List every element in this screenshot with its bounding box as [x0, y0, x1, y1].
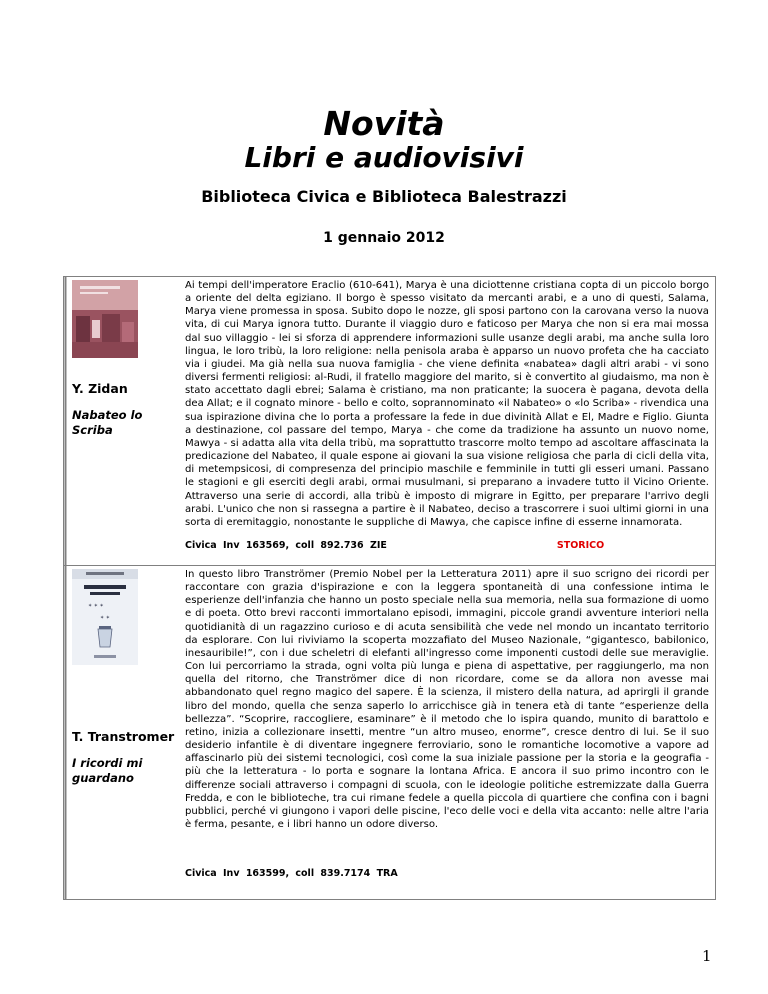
book-details	[177, 566, 716, 900]
book-author: T. Transtromer	[72, 729, 175, 744]
book-entry	[64, 566, 716, 900]
book-title: Nabateo lo Scriba	[72, 408, 143, 437]
book-entry	[64, 277, 716, 566]
page-title: Novità	[323, 104, 445, 143]
book-meta	[185, 539, 709, 553]
page-number: 1	[702, 947, 712, 965]
genre-badge: STORICO	[556, 539, 605, 551]
library-names: Biblioteca Civica e Biblioteca Balestrazzi	[201, 187, 567, 206]
inventory-info: Civica Inv 163599, coll 839.7174 TRA	[185, 868, 398, 880]
book-cover-image	[72, 280, 138, 358]
book-description: Ai tempi dell'imperatore Eraclio (610-641), Marya è una diciottenne cristiana copta di un piccolo borgo a oriente del delta egiziano. Il borgo è spesso visitato da mercanti arabi, e a uno di questi, Salama, Marya viene promessa in sposa. Subito dopo le nozze, gli sposi partono con la carovana verso la nuova vita, di cui Marya ignora tutto. Durante il viaggio duro e faticoso per Marya che non si era mai mossa dal suo villaggio - lei si sforza di apprendere informazioni sulle usanze degli arabi, ma anche sulla loro lingua, le loro tribù, la loro religione: nella penisola araba è apparso un nuovo profeta che ha cacciato via i giudei. Ma già nella sua nuova famiglia - che viene definita «nabatea» dagli altri arabi - vi sono diversi fermenti religiosi: al-Rudi, il fratello maggiore del marito, si è convertito al giudaismo, ma non è stato accettato dagli ebrei; Salama è cristiano, ma non praticante; la suocera è pagana, devota della dea Allat; e il cognato minore - bello e colto, soprannominato «il Nabateo» o «lo Scriba» - rivendica una sua ispirazione divina che lo porta a professare la fede in due divinità Allat e El, Madre e Figlio. Giunta a destinazione, col passare del tempo, Marya - che come da tradizione ha assunto un nuovo nome, Mawya - si adatta alla vita della tribù, ma soprattutto trascorre molto tempo ad ascoltare affascinata la predicazione del Nabateo, il quale espone ai giovani la sua visione religiosa che parla di cicli della vita, di metempsicosi, di compresenza del principio maschile e femminile in tutti gli esseri umani. Passano le stagioni e gli eserciti degli arabi, ormai musulmani, si preparano a invadere tutto il Vicino Oriente. Attraverso una serie di accordi, alla tribù è imposto di migrare in Egitto, per preparare l'arrivo degli arabi. L'unico che non si rassegna a partire è il Nabateo, deciso a trascorrere i suoi ultimi giorni in una sorta di eremitaggio, nonostante le suppliche di Mawya, che capisce infine di esserne innamorata.	[185, 280, 709, 528]
book-title: I ricordi mi guardano	[72, 756, 143, 785]
book-description: In questo libro Tranströmer (Premio Nobel per la Letteratura 2011) apre il suo scrigno dei ricordi per raccontare con grazia d'ispirazione e con la leggera spontaneità di una confessione intima le esperienze dell'infanzia che hanno un posto speciale nella sua memoria, nella sua formazione di uomo e di poeta. Otto brevi racconti immortalano episodi, immagini, piccole grandi avventure interiori nella quotidianità di un ragazzino curioso e di acuta sensibilità che vede nel mondo un incantato territorio da esplorare. Con lui riviviamo la scoperta mozzafiato del Museo Nazionale, “gigantesco, babilonico, inesauribile!”, con i due scheletri di elefanti all'ingresso come imponenti custodi delle sue meraviglie. Con lui percorriamo la strada, ogni volta più lunga e piena di aspettative, per raggiungerlo, ma non quella del ritorno, che Tranströmer dice di non ricordare, come se da allora non avesse mai abbandonato quel regno magico del sapere. È la scienza, il mistero della natura, ad aprirgli il grande libro del mondo, quella che senza saperlo lo arricchisce già in tenera età di tante “esperienze della bellezza”. “Scoprire, raccogliere, esaminare” è il metodo che lo ispira quando, munito di barattolo e retino, inizia a collezionare insetti, mentre “un altro museo, enorme”, cresce dentro di lui. Se il suo desiderio infantile è di diventare ingegnere ferroviario, sono le romantiche locomotive a vapore ad affascinarlo più dei sistemi tecnologici, così come la sua iniziale passione per la storia e la geografia - più che la letteratura - lo porta e sognare la lontana Africa. E ancora il suo primo incontro con le differenze sociali attraverso i compagni di scuola, con le ideologie politiche estremizzate dalla Guerra Fredda, e con le biblioteche, tra cui rimane fedele a quella piccola di quartiere che confina con i bagni pubblici, perché vi giungono i vapori delle piscine, l'eco delle voci e della vita accanto: nelle altre l'aria è ferma, pesante, e i libri hanno un odore diverso.	[185, 569, 709, 830]
book-meta	[185, 867, 709, 881]
issue-date: 1 gennaio 2012	[323, 230, 445, 246]
book-sidebar	[64, 566, 178, 900]
svg-text:✶ ✶ ✶: ✶ ✶ ✶	[88, 603, 104, 609]
book-cover-image	[72, 569, 138, 665]
book-list	[63, 276, 716, 900]
page-subtitle: Libri e audiovisivi	[244, 141, 524, 174]
inventory-info: Civica Inv 163569, coll 892.736 ZIE	[185, 539, 387, 551]
book-sidebar	[64, 277, 178, 566]
book-details	[177, 277, 716, 566]
book-author: Y. Zidan	[72, 381, 128, 396]
svg-text:✶ ✶: ✶ ✶	[100, 615, 110, 621]
